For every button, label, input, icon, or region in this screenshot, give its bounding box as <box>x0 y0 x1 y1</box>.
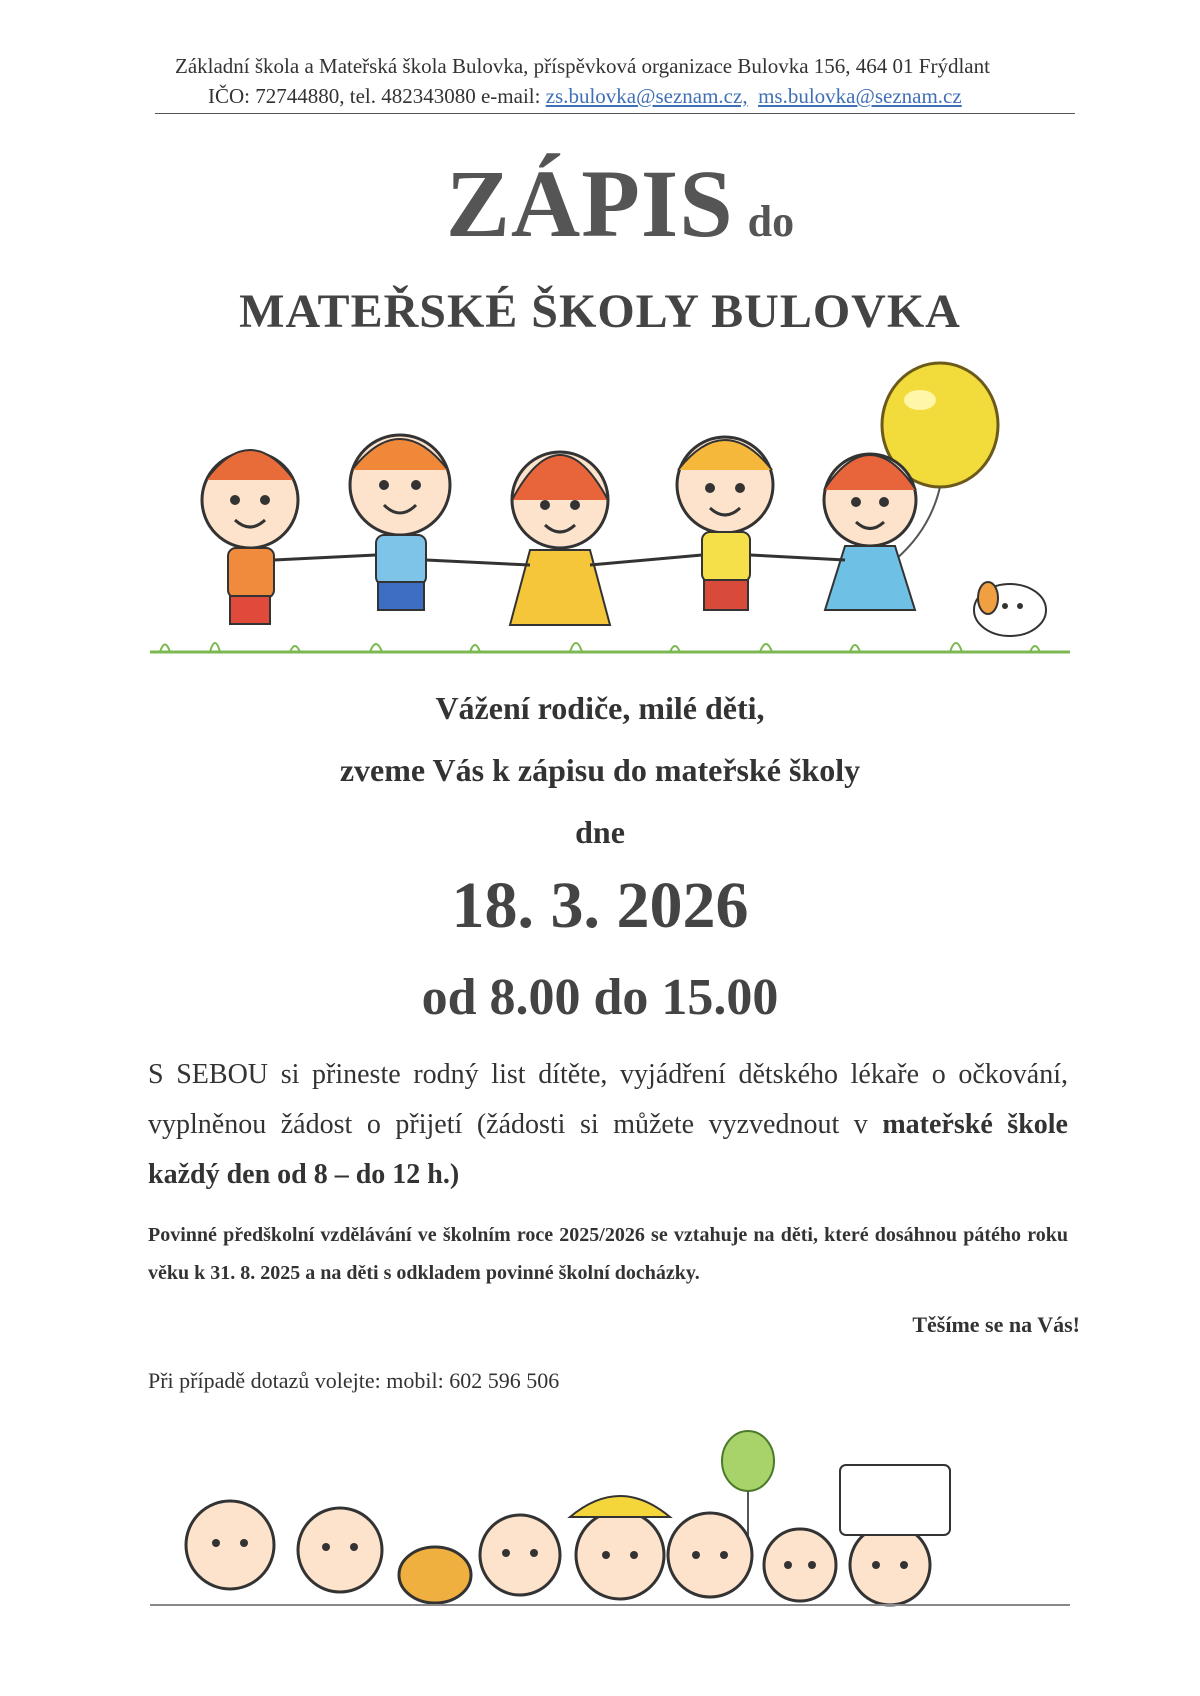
contact-phone: Při případě dotazů volejte: mobil: 602 596 506 <box>148 1368 560 1393</box>
ico-phone-text: IČO: 72744880, tel. 482343080 e-mail: <box>208 84 546 108</box>
child-1-icon <box>202 450 298 624</box>
greeting-line-2: zveme Vás k zápisu do mateřské školy <box>339 752 861 788</box>
school-address-line: Základní škola a Mateřská škola Bulovka, příspěvková organizace Bulovka 156, 464 01 Frýdlant <box>175 54 990 78</box>
enrollment-time: od 8.00 do 15.00 <box>421 969 779 1026</box>
child-3-icon <box>510 452 610 625</box>
face-2-icon <box>298 1508 382 1592</box>
children-faces-illustration <box>150 1425 1070 1615</box>
title-small: do <box>747 197 795 246</box>
greeting-line-3: dne <box>575 814 625 850</box>
documents-bold-text: mateřské škole každý den od 8 – do 12 h.) <box>148 1109 1068 1190</box>
email-link-ms[interactable]: ms.bulovka@seznam.cz <box>758 84 962 108</box>
email-link-zs[interactable]: zs.bulovka@seznam.cz, <box>545 84 748 108</box>
face-1-icon <box>186 1501 274 1589</box>
face-7-icon <box>764 1529 836 1601</box>
child-4-icon <box>677 437 773 610</box>
header-divider <box>155 113 1075 114</box>
face-6-icon <box>668 1513 752 1597</box>
face-4-icon <box>480 1515 560 1595</box>
title-main: ZÁPIS <box>445 150 734 257</box>
page-title <box>0 148 1200 259</box>
puppy-icon <box>974 582 1046 636</box>
enrollment-date: 18. 3. 2026 <box>451 869 749 942</box>
face-5-icon <box>576 1511 664 1599</box>
face-3-icon <box>399 1547 471 1603</box>
child-2-icon <box>350 435 450 610</box>
face-8-icon <box>850 1525 930 1605</box>
drawing-board-icon <box>840 1465 950 1535</box>
closing-text: Těšíme se na Vás! <box>912 1312 1080 1337</box>
school-contact-line <box>208 84 1048 109</box>
documents-paragraph <box>148 1050 1068 1200</box>
page-subtitle: MATEŘSKÉ ŠKOLY BULOVKA <box>239 285 961 338</box>
documents-text: S SEBOU si přineste rodný list dítěte, vyjádření dětského lékaře o očkování, vyplněnou žádost o přijetí (žádosti si můžete vyzvednout v <box>148 1059 1068 1140</box>
children-illustration <box>150 360 1070 680</box>
child-5-icon <box>824 454 916 610</box>
greeting-line-1: Vážení rodiče, milé děti, <box>435 690 765 726</box>
compulsory-education-note: Povinné předškolní vzdělávání ve školním roce 2025/2026 se vztahuje na děti, které dosáhnou pátého roku věku k 31. 8. 2025 a na děti s odkladem povinné školní docházky. <box>148 1224 1068 1284</box>
